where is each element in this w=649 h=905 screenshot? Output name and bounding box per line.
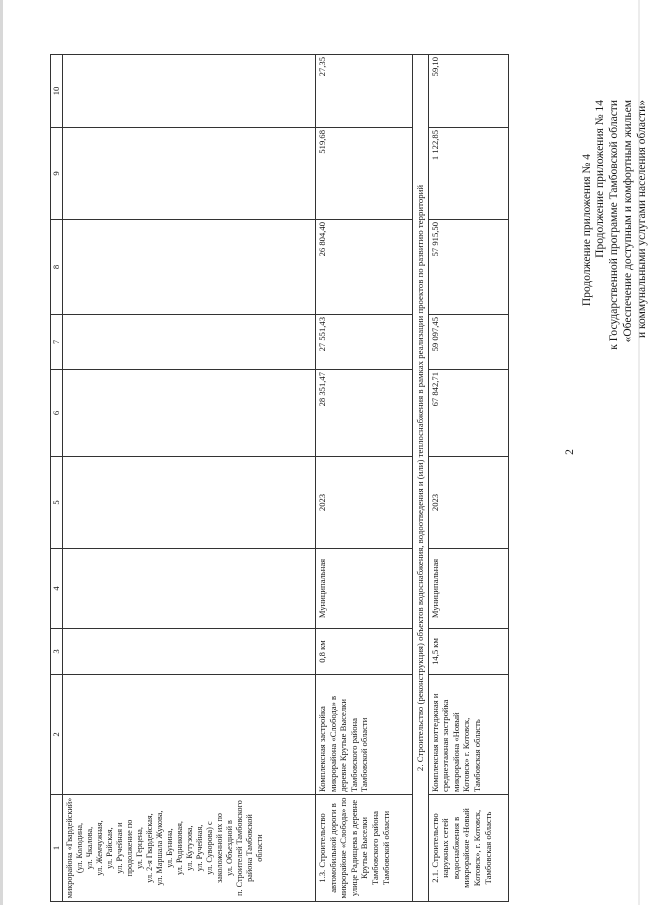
completion-year: 2023: [316, 457, 413, 549]
program-title-line-3: и коммунальными услугами населения области»: [636, 100, 648, 338]
object-name: 1.3. Строительство автомобильной дороги в микрорайоне «Слобода» по улице Радищева в деревне Крутые Выселки Тамбовского района Тамбовской области: [316, 795, 413, 902]
appendix-header: [593, 100, 649, 460]
ownership: Муниципальная: [316, 549, 413, 629]
completion-year: 2023: [428, 457, 508, 549]
ownership: Муниципальная: [428, 549, 508, 629]
column-number: 10: [51, 55, 63, 128]
value-col-9: 1 122,85: [428, 128, 508, 220]
value-col-7: 27 551,43: [316, 315, 413, 370]
value-col-9: 519,68: [316, 128, 413, 220]
column-number: 1: [51, 795, 63, 902]
column-number: 3: [51, 629, 63, 675]
continuation-appendix-14: Продолжение приложения № 14: [594, 100, 606, 258]
continued-object-name: микрорайона «Гвардейский» (ул. Колодина, ул. Чкалова, ул. Жемчужная, ул. Райская, ул. Ручейная и продолжение по ул. Герцена, ул. 2-я Гвардейская, ул. Маршала Жукова, ул. Бунина, ул. Родниковая, ул. Кутузова, ул. Ручейная, ул. Суворова) с заколоженной их по ул. Объездной в п. Строителей Тамбовского района Тамбовской области: [63, 795, 316, 902]
column-number-row: [51, 55, 63, 902]
table-row-1-3: [316, 55, 413, 902]
table-row-continuation: [63, 55, 316, 902]
table-row-2-1: [428, 55, 508, 902]
program-title-line-2: «Обеспечение доступным и комфортным жильем: [622, 100, 634, 343]
total-cost: 67 842,71: [428, 370, 508, 457]
column-number: 9: [51, 128, 63, 220]
program-title-line-1: к Государственной программе Тамбовской области: [608, 100, 620, 350]
program-objects-table: [50, 54, 509, 902]
column-number: 6: [51, 370, 63, 457]
value-col-7: 59 097,45: [428, 315, 508, 370]
investment-project: Комплексная застройка микрорайона «Слобода» в деревне Крутые Выселки Тамбовского района Тамбовской области: [316, 675, 413, 795]
column-number: 5: [51, 457, 63, 549]
value-col-10: 59,10: [428, 55, 508, 128]
section-2-title: 2. Строительство (реконструкция) объектов водоснабжения, водоотведения и (или) теплоснабжения в рамках реализации проектов по развитию территорий: [413, 55, 429, 902]
value-col-8: 26 804,40: [316, 220, 413, 315]
capacity: 14,5 км: [428, 629, 508, 675]
page-number: 2: [564, 449, 576, 455]
total-cost: 28 351,47: [316, 370, 413, 457]
object-name: 2.1. Строительство наружных сетей водоснабжения в микрорайоне «Новый Котовск», г. Котовск, Тамбовская область: [428, 795, 508, 902]
column-number: 7: [51, 315, 63, 370]
column-number: 8: [51, 220, 63, 315]
column-number: 2: [51, 675, 63, 795]
capacity: 0,8 км: [316, 629, 413, 675]
value-col-10: 27,35: [316, 55, 413, 128]
value-col-8: 57 915,50: [428, 220, 508, 315]
section-heading-row: [413, 55, 429, 902]
continuation-appendix-4: Продолжение приложения № 4: [581, 154, 593, 307]
investment-project: Комплексная коттеджная и среднеэтажная застройка микрорайона «Новый Котовск» г. Котовск, Тамбовская область: [428, 675, 508, 795]
column-number: 4: [51, 549, 63, 629]
